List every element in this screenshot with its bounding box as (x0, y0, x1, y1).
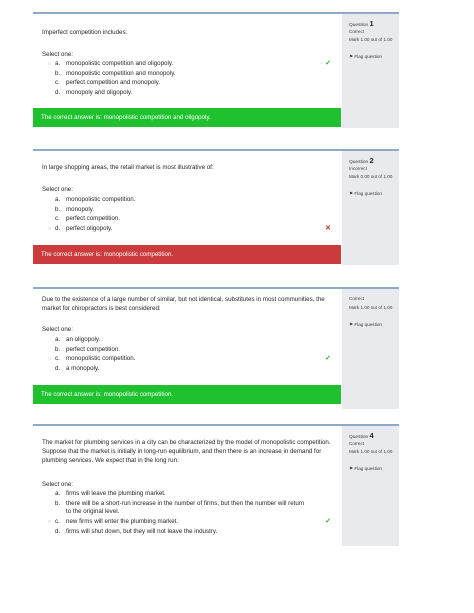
option-text: new firms will enter the plumbing market. (66, 518, 179, 525)
option-text: monopolistic competition. (66, 196, 136, 203)
feedback-correct-answer: The correct answer is: monopolistic competition. (33, 245, 341, 264)
selected-radio-icon[interactable]: ○ (48, 61, 52, 67)
check-icon: ✓ (325, 518, 331, 525)
option-text: perfect competition. (66, 345, 120, 353)
feedback-correct-answer: The correct answer is: monopolistic competition. (33, 385, 341, 404)
question-content: Due to the existence of a large number of similar, but not identical, substitutes in most communities, the market for chiropractors is best considered: Select one: a. an oligopoly. b. perfect competition. ○ c. monopolistic competition. ✓ d. a monopoly. The correct answer is: monopolistic competition. (33, 289, 341, 409)
question-number: Question 2 (349, 156, 374, 165)
option-text: monopolistic competition. (66, 355, 136, 362)
option-text: a monopoly. (66, 364, 100, 372)
question-state: Correct (349, 296, 365, 301)
option-text: there will be a short-run increase in the number of firms, but then the number will return to the original level. (66, 499, 305, 515)
option-text: monopoly and oligopoly. (66, 88, 133, 96)
select-one-label: Select one: (42, 51, 73, 58)
flag-icon: ⚑ (349, 466, 354, 471)
select-one-label: Select one: (42, 481, 73, 488)
select-one-label: Select one: (42, 326, 73, 333)
question-info-panel (342, 14, 399, 128)
question-card-1 (33, 12, 399, 128)
question-info-panel (342, 151, 399, 265)
option-text: perfect oligopoly. (66, 224, 113, 232)
selected-radio-icon[interactable]: ○ (48, 225, 52, 232)
flag-question-link[interactable]: ⚑ Flag question (349, 54, 382, 59)
option-text: monopolistic competition and oligopoly. (66, 60, 174, 67)
question-card-3 (33, 287, 399, 409)
question-mark: Mark 1.00 out of 1.00 (349, 37, 393, 42)
flag-question-link[interactable]: ⚑ Flag question (349, 466, 382, 471)
question-card-2 (33, 149, 399, 265)
question-mark: Mark 1.00 out of 1.00 (349, 305, 393, 310)
feedback-correct-answer: The correct answer is: monopolistic competition and oligopoly. (33, 108, 341, 127)
question-number: Question 4 (349, 431, 374, 440)
option-text: monopoly. (66, 205, 95, 213)
option-text: monopolistic competition and monopoly. (66, 69, 176, 77)
cross-icon: ✕ (325, 224, 331, 232)
select-one-label: Select one: (42, 186, 73, 193)
question-mark: Mark 1.00 out of 1.00 (349, 449, 393, 454)
flag-question-link[interactable]: ⚑ Flag question (349, 322, 382, 327)
check-icon: ✓ (325, 60, 331, 67)
question-state: Correct (349, 29, 365, 34)
question-mark: Mark 0.00 out of 1.00 (349, 174, 393, 179)
flag-question-link[interactable]: ⚑ Flag question (349, 191, 382, 196)
option-text: firms will leave the plumbing market. (66, 490, 166, 497)
flag-icon: ⚑ (349, 191, 354, 196)
question-text: Due to the existence of a large number of similar, but not identical, substitutes in most communities, the market for chiropractors is best considered: (42, 296, 325, 312)
question-content: In large shopping areas, the retail market is most illustrative of: Select one: a. monopolistic competition. b. monopoly. c. perfect competition. ○ d. perfect oligopoly. ✕ The correct answer is: monopolistic competition. (33, 151, 341, 265)
question-info-panel (342, 289, 399, 409)
question-content: Imperfect competition includes: Select one: ○ a. monopolistic competition and oligopoly. ✓ b. monopolistic competition and monopoly. c. perfect competition and monopoly. d. monopoly and oligopoly. The correct answer is: monopolistic competition and oligopoly. (33, 14, 341, 128)
option-text: perfect competition. (66, 215, 120, 222)
option-text: perfect competition and monopoly. (66, 79, 161, 86)
option-text: firms will shut down, but they will not leave the industry. (66, 527, 218, 535)
selected-radio-icon[interactable]: ○ (48, 356, 52, 362)
question-text: In large shopping areas, the retail market is most illustrative of: (42, 164, 214, 171)
question-content: The market for plumbing services in a city can be characterized by the model of monopolistic competition. Suppose that the market is initially in long-run equilibrium, and then there is an increase in demand for plumbing services. We expect that in the long run: Select one: a. firms will leave the plumbing market. b. there will be a short-run increase in the number of firms, but then the number will return to the original level. ○ c. new firms will enter the plumbing market. ✓ d. firms will shut down, but they will not leave the industry. (33, 426, 341, 546)
question-state: Correct (349, 441, 365, 446)
question-state: Incorrect (349, 166, 367, 171)
check-icon: ✓ (325, 355, 331, 362)
flag-icon: ⚑ (349, 54, 354, 59)
option-text: an oligopoly. (66, 336, 101, 343)
selected-radio-icon[interactable]: ○ (48, 519, 52, 525)
question-info-panel (342, 426, 399, 546)
question-text: The market for plumbing services in a city can be characterized by the model of monopolistic competition. Suppose that the market is initially in long-run equilibrium, and then there is an increase in demand for plumbing services. We expect that in the long run: (42, 439, 331, 464)
question-number: Question 1 (349, 19, 374, 28)
question-card-4 (33, 424, 399, 546)
question-text: Imperfect competition includes: (42, 29, 128, 36)
flag-icon: ⚑ (349, 322, 354, 327)
